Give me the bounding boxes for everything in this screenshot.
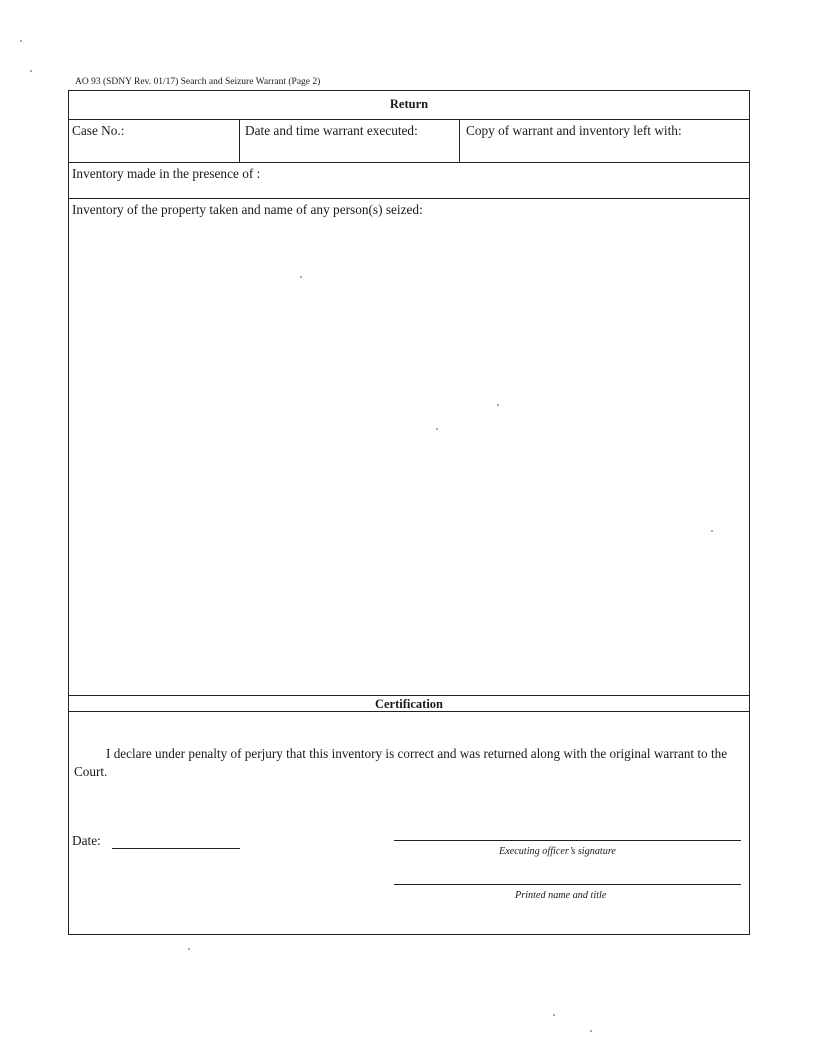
divider (69, 119, 749, 120)
divider (69, 162, 749, 163)
certification-title: Certification (374, 697, 444, 711)
scan-speck (711, 530, 713, 532)
signature-caption: Executing officer’s signature (499, 846, 616, 857)
divider (69, 198, 749, 199)
date-time-executed-label: Date and time warrant executed: (245, 123, 418, 138)
case-no-label: Case No.: (72, 123, 125, 138)
inventory-label: Inventory of the property taken and name of any person(s) seized: (72, 202, 423, 217)
date-label: Date: (72, 833, 101, 848)
divider (459, 119, 460, 162)
scan-speck (188, 948, 190, 950)
declaration-text: I declare under penalty of perjury that this inventory is correct and was returned along with the original warrant to the Court. (74, 746, 728, 779)
signature-line (394, 840, 741, 841)
return-title: Return (389, 97, 429, 111)
printed-name-caption: Printed name and title (515, 890, 607, 901)
scan-speck (436, 428, 438, 430)
scan-speck (30, 70, 32, 72)
scan-speck (497, 404, 499, 406)
scan-speck (553, 1014, 555, 1016)
warrant-return-form (68, 90, 750, 935)
scan-speck (590, 1030, 592, 1032)
printed-name-line (394, 884, 741, 885)
form-reference: AO 93 (SDNY Rev. 01/17) Search and Seizure Warrant (Page 2) (75, 77, 321, 87)
presence-label: Inventory made in the presence of : (72, 166, 261, 181)
date-line (112, 848, 240, 849)
divider (69, 695, 749, 696)
scan-speck (300, 276, 302, 278)
divider (69, 711, 749, 712)
scan-speck (20, 40, 22, 42)
divider (239, 119, 240, 162)
copy-left-with-label: Copy of warrant and inventory left with: (466, 123, 682, 138)
